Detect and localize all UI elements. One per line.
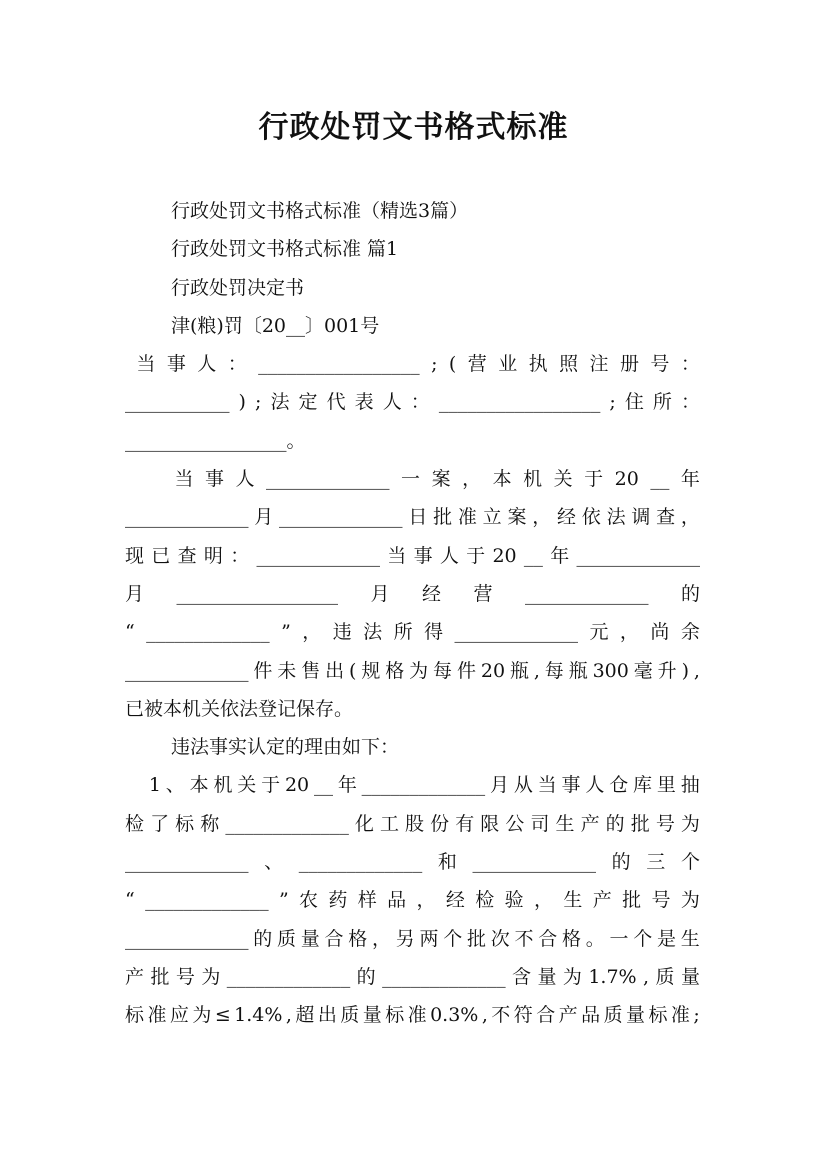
text-char: ) — [681, 659, 689, 682]
text-char: 产 — [592, 889, 612, 912]
text-line — [125, 958, 700, 996]
text-char: 经 — [421, 582, 441, 605]
text-char: 月 — [125, 582, 145, 605]
blank-underline: __ — [523, 544, 543, 567]
text-char: 的 — [605, 812, 625, 835]
text-char: 为 — [201, 965, 221, 988]
text-char: 批 — [433, 506, 453, 529]
text-char: 元 — [589, 621, 609, 644]
text-char: 件 — [456, 659, 476, 682]
text-char: 有 — [455, 812, 475, 835]
text-char: 300 — [592, 659, 629, 682]
text-char: 人 — [585, 774, 605, 797]
text-line — [125, 920, 700, 958]
text-char: “ — [125, 889, 135, 912]
text-char: 人 — [235, 468, 255, 491]
text-char: ， — [371, 927, 391, 950]
blank-underline: _____________ — [125, 927, 249, 950]
text-char: 个 — [633, 927, 653, 950]
text-char: 号 — [651, 889, 671, 912]
text-char: 定 — [298, 391, 318, 414]
text-char: 20 — [614, 468, 639, 491]
text-char: 月 — [254, 506, 274, 529]
text-char: 规 — [361, 659, 381, 682]
text-char: 质 — [340, 1004, 360, 1027]
text-char: 一 — [401, 468, 421, 491]
text-char: 20 — [284, 774, 310, 797]
text-char: 从 — [513, 774, 533, 797]
text-char: 、 — [264, 851, 284, 874]
text-char: 里 — [656, 774, 676, 797]
text-char: 农 — [299, 889, 319, 912]
text-char: 工 — [379, 812, 399, 835]
text-char: 业 — [498, 353, 518, 376]
text-line — [125, 383, 700, 421]
blank-underline: _____________ — [298, 851, 423, 874]
text-char: 抽 — [680, 774, 700, 797]
text-char: 检 — [125, 812, 145, 835]
text-line: 行政处罚决定书 — [171, 276, 305, 299]
text-line — [125, 537, 700, 575]
text-line — [125, 652, 700, 690]
text-char: 司 — [530, 812, 550, 835]
text-char: ( — [349, 659, 357, 682]
blank-underline: _____________ — [125, 659, 249, 682]
text-char: ： — [230, 544, 250, 567]
text-char: 月 — [370, 582, 390, 605]
blank-underline: _____________ — [226, 965, 351, 988]
text-char: ” — [278, 889, 289, 912]
text-char: 合 — [536, 1004, 556, 1027]
text-char: 营 — [467, 353, 487, 376]
text-char: 号 — [650, 353, 670, 376]
text-char: 准 — [457, 506, 477, 529]
text-char: 所 — [652, 391, 672, 414]
blank-underline: _____________ — [454, 621, 579, 644]
text-char: 营 — [473, 582, 493, 605]
text-char: 月 — [489, 774, 509, 797]
text-char: 合 — [324, 927, 344, 950]
text-char: 瓶 — [509, 659, 529, 682]
text-char: 事 — [205, 468, 225, 491]
text-line: _________________。 — [125, 429, 306, 452]
text-char: 人 — [382, 391, 402, 414]
text-char: 量 — [680, 965, 700, 988]
document-body — [125, 192, 700, 1035]
text-char: 得 — [424, 621, 444, 644]
text-char: 应 — [169, 1004, 189, 1027]
blank-underline: _____________ — [225, 812, 349, 835]
text-char: 品 — [581, 1004, 601, 1027]
text-char: 1.7% — [588, 965, 637, 988]
blank-underline: _____________ — [382, 965, 506, 988]
text-char: 调 — [631, 506, 651, 529]
text-line — [125, 881, 700, 919]
text-char: 个 — [443, 927, 463, 950]
blank-underline: _____________ — [576, 544, 700, 567]
text-char: 于 — [261, 774, 281, 797]
text-char: 每 — [544, 659, 564, 682]
text-char: 经 — [557, 506, 577, 529]
text-char: 经 — [445, 889, 465, 912]
text-char: 事 — [561, 774, 581, 797]
text-char: 生 — [555, 812, 575, 835]
text-line: 违法事实认定的理由如下： — [171, 736, 400, 759]
text-char: 升 — [657, 659, 677, 682]
text-char: 代 — [326, 391, 346, 414]
text-char: ： — [680, 353, 700, 376]
text-char: 20 — [492, 544, 517, 567]
text-char: 尚 — [650, 621, 670, 644]
text-char: ; — [609, 391, 616, 414]
text-char: 验 — [504, 889, 524, 912]
text-char: 一 — [609, 927, 629, 950]
text-char: 所 — [393, 621, 413, 644]
text-char: 号 — [655, 812, 675, 835]
text-char: , — [533, 659, 540, 682]
text-char: 事 — [413, 544, 433, 567]
text-char: 公 — [505, 812, 525, 835]
text-char: 立 — [482, 506, 502, 529]
blank-underline: _____________ — [125, 506, 249, 529]
text-char: 日 — [408, 506, 428, 529]
page-title: 行政处罚文书格式标准 — [258, 110, 569, 145]
blank-underline: _____________ — [266, 468, 390, 491]
text-char: 执 — [528, 353, 548, 376]
text-char: ， — [302, 621, 322, 644]
text-char: 为 — [409, 659, 429, 682]
text-char: ， — [532, 506, 552, 529]
text-line — [125, 766, 700, 804]
text-char: 和 — [437, 851, 457, 874]
text-char: 已 — [151, 544, 171, 567]
text-char: 库 — [633, 774, 653, 797]
text-char: 批 — [622, 889, 642, 912]
text-char: ; — [431, 353, 438, 376]
text-char: 标 — [175, 812, 195, 835]
text-char: 品 — [387, 889, 407, 912]
text-line — [125, 498, 700, 536]
text-char: 次 — [490, 927, 510, 950]
text-char: 、 — [165, 774, 185, 797]
text-line — [125, 345, 700, 383]
text-char: 出 — [317, 1004, 337, 1027]
text-char: 份 — [430, 812, 450, 835]
text-char: 当 — [387, 544, 407, 567]
text-char: 仓 — [609, 774, 629, 797]
text-char: 查 — [656, 506, 676, 529]
text-char: 0.3% — [430, 1004, 479, 1027]
text-char: 事 — [166, 353, 186, 376]
text-char: ， — [680, 506, 700, 529]
text-line: 行政处罚文书格式标准 篇1 — [171, 238, 399, 261]
blank-underline: _____________ — [524, 582, 649, 605]
text-char: 批 — [630, 812, 650, 835]
text-char: 批 — [466, 927, 486, 950]
text-char: 于 — [466, 544, 486, 567]
text-char: 格 — [348, 927, 368, 950]
text-line — [125, 805, 700, 843]
text-char: 机 — [523, 468, 543, 491]
text-char: 未 — [277, 659, 297, 682]
text-char: 格 — [385, 659, 405, 682]
indent-spacer — [125, 766, 144, 804]
text-char: “ — [125, 621, 135, 644]
text-char: 不 — [514, 927, 534, 950]
text-char: , — [643, 965, 650, 988]
text-char: 依 — [581, 506, 601, 529]
text-line — [125, 575, 700, 613]
blank-underline: _____________ — [146, 621, 270, 644]
blank-underline: _____________ — [125, 851, 249, 874]
text-char: 标 — [385, 1004, 405, 1027]
text-char: 注 — [589, 353, 609, 376]
blank-underline: _____________ — [361, 774, 486, 797]
text-char: 超 — [295, 1004, 315, 1027]
indent-spacer — [125, 460, 163, 498]
text-char: 号 — [175, 965, 195, 988]
text-line — [125, 843, 700, 881]
blank-underline: _____________ — [145, 889, 269, 912]
text-char: 年 — [680, 468, 700, 491]
text-char: , — [285, 1004, 292, 1027]
text-char: 称 — [200, 812, 220, 835]
text-char: 量 — [362, 1004, 382, 1027]
text-char: 另 — [395, 927, 415, 950]
text-char: 产 — [580, 812, 600, 835]
text-char: 年 — [337, 774, 357, 797]
text-char: 于 — [584, 468, 604, 491]
text-char: 当 — [136, 353, 156, 376]
text-char: 1.4% — [234, 1004, 283, 1027]
text-char: 质 — [603, 1004, 623, 1027]
text-line: 行政处罚文书格式标准（精选3篇） — [171, 200, 469, 222]
text-char: 出 — [325, 659, 345, 682]
text-char: 瓶 — [568, 659, 588, 682]
text-char: 化 — [354, 812, 374, 835]
text-char: 限 — [480, 812, 500, 835]
text-char: 三 — [646, 851, 666, 874]
text-char: 违 — [332, 621, 352, 644]
text-char: 标 — [125, 1004, 145, 1027]
text-char: 案 — [431, 468, 451, 491]
text-char: 照 — [559, 353, 579, 376]
text-line — [125, 996, 700, 1034]
text-char: ; — [693, 1004, 700, 1027]
text-char: 表 — [354, 391, 374, 414]
text-char: 册 — [619, 353, 639, 376]
blank-underline: _________________ — [258, 353, 420, 376]
blank-underline: _____________ — [279, 506, 403, 529]
text-char: 质 — [276, 927, 296, 950]
text-char: 合 — [538, 927, 558, 950]
text-char: 药 — [328, 889, 348, 912]
blank-underline: _____________ — [472, 851, 597, 874]
text-char: 余 — [680, 621, 700, 644]
text-char: 的 — [611, 851, 631, 874]
text-char: 生 — [563, 889, 583, 912]
text-char: 股 — [405, 812, 425, 835]
text-char: 20 — [480, 659, 506, 682]
text-char: 机 — [213, 774, 233, 797]
text-char: ， — [534, 889, 554, 912]
blank-underline: __ — [313, 774, 333, 797]
text-char: 案 — [507, 506, 527, 529]
text-char: 量 — [626, 1004, 646, 1027]
text-char: 两 — [419, 927, 439, 950]
text-char: 批 — [150, 965, 170, 988]
text-char: 产 — [125, 965, 145, 988]
text-char: 的 — [356, 965, 376, 988]
text-char: ， — [619, 621, 639, 644]
text-char: 每 — [433, 659, 453, 682]
text-char: ： — [680, 391, 700, 414]
text-char: 量 — [300, 927, 320, 950]
text-line: 已被本机关依法登记保存。 — [125, 697, 354, 720]
text-char: 检 — [475, 889, 495, 912]
text-char: , — [693, 659, 700, 682]
text-char: 1 — [148, 774, 161, 797]
text-line: 津(粮)罚〔20__〕001号 — [171, 314, 380, 337]
text-char: 件 — [253, 659, 273, 682]
text-char: ： — [227, 353, 247, 376]
text-char: 为 — [562, 965, 582, 988]
text-char: , — [481, 1004, 488, 1027]
text-char: 格 — [561, 927, 581, 950]
text-char: 关 — [553, 468, 573, 491]
text-char: 标 — [648, 1004, 668, 1027]
text-char: 准 — [670, 1004, 690, 1027]
text-char: ; — [255, 391, 262, 414]
blank-underline: __ — [650, 468, 670, 491]
text-char: ： — [410, 391, 430, 414]
blank-underline: _________________ — [438, 391, 601, 414]
text-char: 准 — [407, 1004, 427, 1027]
text-char: 符 — [513, 1004, 533, 1027]
text-char: ) — [238, 391, 246, 414]
text-char: 当 — [174, 468, 194, 491]
text-char: 产 — [558, 1004, 578, 1027]
text-char: 查 — [177, 544, 197, 567]
blank-underline: _________________ — [176, 582, 338, 605]
text-char: 关 — [237, 774, 257, 797]
text-char: 量 — [537, 965, 557, 988]
text-char: 含 — [512, 965, 532, 988]
text-char: ， — [416, 889, 436, 912]
text-char: 本 — [189, 774, 209, 797]
text-char: 质 — [655, 965, 675, 988]
text-char: 样 — [357, 889, 377, 912]
text-char: 年 — [550, 544, 570, 567]
text-line — [125, 460, 700, 498]
text-char: 为 — [192, 1004, 212, 1027]
text-line — [125, 613, 700, 651]
text-char: 了 — [150, 812, 170, 835]
text-char: 现 — [125, 544, 145, 567]
blank-underline: ___________ — [125, 391, 230, 414]
text-char: 生 — [680, 927, 700, 950]
text-char: 售 — [301, 659, 321, 682]
text-char: 毫 — [633, 659, 653, 682]
text-char: 不 — [491, 1004, 511, 1027]
text-char: 个 — [680, 851, 700, 874]
text-char: 的 — [680, 582, 700, 605]
text-char: 人 — [197, 353, 217, 376]
text-char: 本 — [492, 468, 512, 491]
text-char: 为 — [680, 889, 700, 912]
text-char: ” — [281, 621, 291, 644]
text-char: ( — [448, 353, 457, 376]
text-char: ， — [462, 468, 482, 491]
text-char: 法 — [270, 391, 290, 414]
blank-underline: _____________ — [256, 544, 380, 567]
text-char: 住 — [624, 391, 644, 414]
text-char: 。 — [585, 927, 605, 950]
text-char: 准 — [147, 1004, 167, 1027]
text-char: ≤ — [214, 1004, 231, 1027]
text-char: 是 — [656, 927, 676, 950]
text-char: 为 — [680, 812, 700, 835]
text-char: 法 — [606, 506, 626, 529]
text-char: 当 — [537, 774, 557, 797]
text-char: 法 — [363, 621, 383, 644]
text-char: 明 — [203, 544, 223, 567]
text-char: 人 — [439, 544, 459, 567]
text-char: 的 — [253, 927, 273, 950]
